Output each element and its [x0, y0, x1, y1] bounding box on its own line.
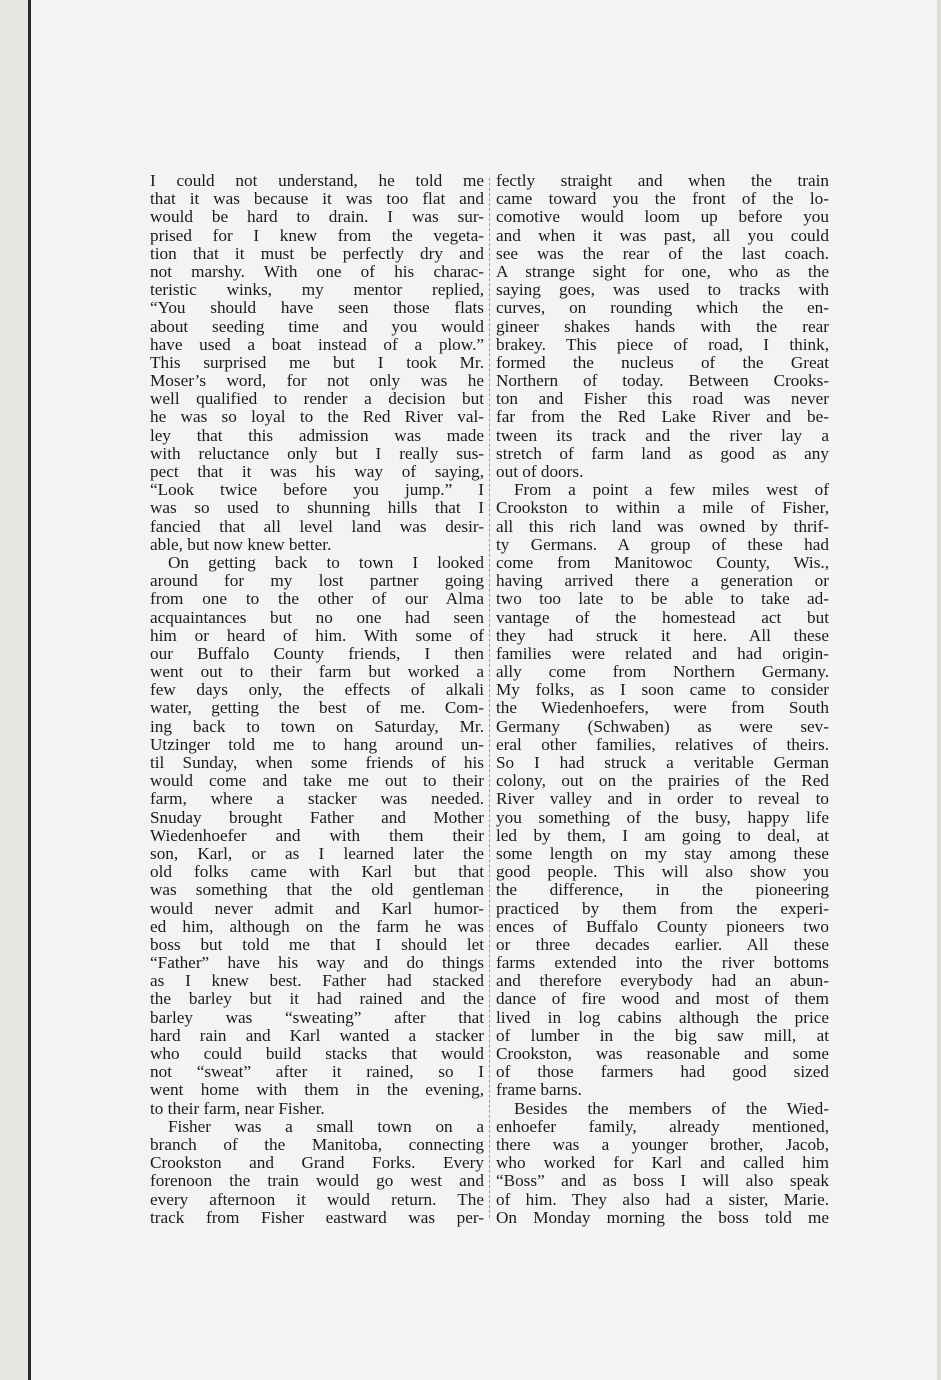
text-line: farms extended into the river bottoms [496, 954, 829, 973]
text-line: or three decades earlier. All these [496, 935, 829, 954]
text-line: tween its track and the river lay a [496, 426, 829, 445]
text-line: “Look twice before you jump.” I [150, 481, 484, 500]
text-line: colony, out on the prairies of the Red [496, 772, 829, 791]
text-line: practiced by them from the experi- [496, 899, 829, 918]
text-line: to their farm, near Fisher. [150, 1099, 325, 1118]
text-line: saying goes, was used to tracks with [496, 281, 829, 300]
text-line: having arrived there a generation or [496, 572, 829, 591]
text-line: branch of the Manitoba, connecting [150, 1135, 484, 1154]
text-line: see was the rear of the last coach. [496, 244, 829, 263]
text-line: two too late to be able to take ad- [496, 590, 829, 609]
text-line: On getting back to town I looked [168, 553, 484, 572]
text-line: prised for I knew from the vegeta- [150, 226, 484, 245]
text-line: of lumber in the big saw mill, at [496, 1026, 829, 1045]
text-line: him or heard of him. With some of [150, 626, 484, 645]
text-line: ed him, although on the farm he was [150, 917, 484, 936]
text-line: that it was because it was too flat and [150, 190, 484, 209]
text-line: On Monday morning the boss told me [496, 1208, 829, 1227]
text-line: went out to their farm but worked a [150, 663, 484, 682]
text-line: boss but told me that I should let [150, 935, 484, 954]
text-line: Utzinger told me to hang around un- [150, 735, 484, 754]
text-line: around for my lost partner going [150, 572, 484, 591]
text-line: A strange sight for one, who as the [496, 262, 829, 281]
text-line: Crookston to within a mile of Fisher, [496, 499, 829, 518]
text-line: til Sunday, when some friends of his [150, 754, 484, 772]
text-line: few days only, the effects of alkali [150, 681, 484, 700]
text-line: there was a younger brother, Jacob, [496, 1135, 829, 1154]
text-line: and when it was past, all you could [496, 226, 829, 245]
text-line: of those farmers had good sized [496, 1063, 829, 1082]
text-line: out of doors. [496, 463, 584, 481]
scan-right-edge [937, 0, 941, 1380]
text-line: the Wiedenhoefers, were from South [496, 699, 829, 718]
text-line: went home with them in the evening, [150, 1081, 484, 1100]
text-line: ley that this admission was made [150, 426, 484, 445]
text-line: “Boss” and as boss I will also speak [496, 1172, 829, 1191]
text-line: eral other families, relatives of theirs. [496, 735, 829, 754]
text-line: some length on my stay among these [496, 844, 829, 863]
text-line: hard rain and Karl wanted a stacker [150, 1026, 484, 1045]
text-line: Crookston, was reasonable and some [496, 1045, 829, 1063]
text-line: Snuday brought Father and Mother [150, 808, 484, 827]
text-line: ty Germans. A group of these had [496, 535, 829, 554]
text-line: So I had struck a veritable German [496, 754, 829, 772]
text-line: come from Manitowoc County, Wis., [496, 553, 829, 572]
column-divider [489, 178, 491, 1218]
text-line: well qualified to render a decision but [150, 390, 484, 409]
text-line: the barley but it had rained and the [150, 990, 484, 1009]
text-line: curves, on rounding which the en- [496, 299, 829, 318]
text-line: old folks came with Karl but that [150, 863, 484, 882]
text-line: came toward you the front of the lo- [496, 190, 829, 209]
text-line: Crookston and Grand Forks. Every [150, 1154, 484, 1173]
text-line: Northern of today. Between Crooks- [496, 372, 829, 391]
text-line: water, getting the best of me. Com- [150, 699, 484, 718]
text-line: who could build stacks that would [150, 1045, 484, 1063]
text-line: they had struck it here. All these [496, 626, 829, 645]
text-line: from one to the other of our Alma [150, 590, 484, 609]
text-line: the difference, in the pioneering [496, 881, 829, 900]
text-line: and therefore everybody had an abun- [496, 972, 829, 991]
text-line: Germany (Schwaben) as were sev- [496, 717, 829, 736]
text-line: comotive would loom up before you [496, 208, 829, 227]
scan-binding-edge [0, 0, 36, 1380]
text-line: fancied that all level land was desir- [150, 517, 484, 536]
text-line: barley was “sweating” after that [150, 1008, 484, 1027]
text-line: stretch of farm land as good as any [496, 444, 829, 463]
text-line: track from Fisher eastward was per- [150, 1208, 484, 1227]
text-line: was so used to shunning hills that I [150, 499, 484, 518]
text-line: you something of the busy, happy life [496, 808, 829, 827]
text-line: good people. This will also show you [496, 863, 829, 882]
text-line: River valley and in order to reveal to [496, 790, 829, 809]
text-line: enhoefer family, already mentioned, [496, 1117, 829, 1136]
text-line: families were related and had origin- [496, 644, 829, 663]
text-line: fectly straight and when the train [496, 172, 829, 190]
text-line: would never admit and Karl humor- [150, 899, 484, 918]
right-text-column [496, 172, 829, 1227]
text-line: This surprised me but I took Mr. [150, 353, 484, 372]
text-line: was something that the old gentleman [150, 881, 484, 900]
text-line: he was so loyal to the Red River val- [150, 408, 484, 427]
text-line: Wiedenhoefer and with them their [150, 826, 484, 845]
text-line: who worked for Karl and called him [496, 1154, 829, 1173]
text-line: My folks, as I soon came to consider [496, 681, 829, 700]
text-line: son, Karl, or as I learned later the [150, 844, 484, 863]
text-line: about seeding time and you would [150, 317, 484, 336]
text-line: frame barns. [496, 1081, 582, 1100]
text-line: led by them, I am going to deal, at [496, 826, 829, 845]
text-line: teristic winks, my mentor replied, [150, 281, 484, 300]
text-line: tion that it must be perfectly dry and [150, 244, 484, 263]
text-line: would be hard to drain. I was sur- [150, 208, 484, 227]
text-line: have used a boat instead of a plow.” [150, 335, 484, 354]
text-line: not “sweat” after it rained, so I [150, 1063, 484, 1082]
text-line: ton and Fisher this road was never [496, 390, 829, 409]
text-line: acquaintances but no one had seen [150, 608, 484, 627]
text-line: pect that it was his way of saying, [150, 463, 484, 481]
text-line: formed the nucleus of the Great [496, 353, 829, 372]
text-line: every afternoon it would return. The [150, 1190, 484, 1209]
text-line: “You should have seen those flats [150, 299, 484, 318]
text-line: I could not understand, he told me [150, 172, 484, 190]
text-line: with reluctance only but I really sus- [150, 444, 484, 463]
text-line: all this rich land was owned by thrif- [496, 517, 829, 536]
text-line: brakey. This piece of road, I think, [496, 335, 829, 354]
text-line: ing back to town on Saturday, Mr. [150, 717, 484, 736]
text-line: able, but now knew better. [150, 535, 332, 554]
text-line: dance of fire wood and most of them [496, 990, 829, 1009]
text-line: of him. They also had a sister, Marie. [496, 1190, 829, 1209]
text-line: lived in log cabins although the price [496, 1008, 829, 1027]
text-line: as I knew best. Father had stacked [150, 972, 484, 991]
text-line: Moser’s word, for not only was he [150, 372, 484, 391]
text-line: Fisher was a small town on a [168, 1117, 484, 1136]
text-line: forenoon the train would go west and [150, 1172, 484, 1191]
text-line: ences of Buffalo County pioneers two [496, 917, 829, 936]
text-line: Besides the members of the Wied- [514, 1099, 829, 1118]
text-line: far from the Red Lake River and be- [496, 408, 829, 427]
text-line: farm, where a stacker was needed. [150, 790, 484, 809]
left-text-column [150, 172, 484, 1227]
text-line: our Buffalo County friends, I then [150, 644, 484, 663]
text-line: ally come from Northern Germany. [496, 663, 829, 682]
text-line: From a point a few miles west of [514, 481, 829, 500]
text-line: gineer shakes hands with the rear [496, 317, 829, 336]
text-line: not marshy. With one of his charac- [150, 262, 484, 281]
text-line: would come and take me out to their [150, 772, 484, 791]
text-line: vantage of the homestead act but [496, 608, 829, 627]
text-line: “Father” have his way and do things [150, 954, 484, 973]
